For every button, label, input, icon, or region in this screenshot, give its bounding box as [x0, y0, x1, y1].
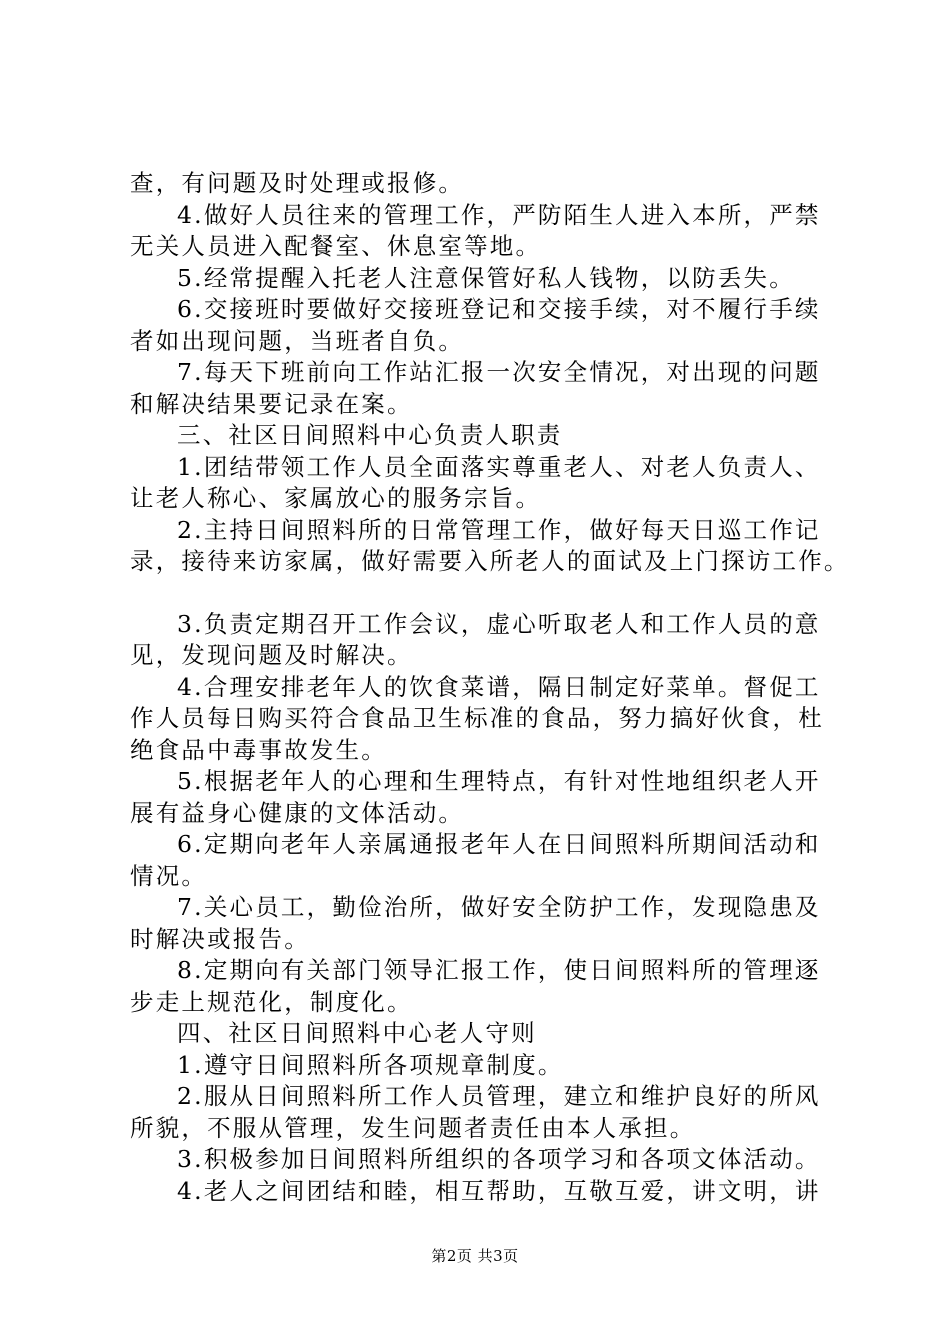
- text-line: 作人员每日购买符合食品卫生标准的食品，努力搞好伙食，杜: [130, 704, 824, 732]
- text-line: 展有益身心健康的文体活动。: [130, 798, 465, 827]
- text-line: 1.遵守日间照料所各项规章制度。: [177, 1050, 564, 1079]
- text-line: 情况。: [130, 861, 208, 890]
- page-footer: 第2页 共3页: [431, 1247, 519, 1265]
- text-line: 和解决结果要记录在案。: [130, 389, 413, 418]
- text-line: 让老人称心、家属放心的服务宗旨。: [130, 484, 542, 512]
- text-line: 7.每天下班前向工作站汇报一次安全情况，对出现的问题: [177, 358, 821, 386]
- text-line: 4.老人之间团结和睦，相互帮助，互敬互爱，讲文明，讲: [177, 1176, 821, 1205]
- text-line: 查，有问题及时处理或报修。: [130, 169, 465, 197]
- blank-line: [130, 578, 850, 609]
- text-line: 绝食品中毒事故发生。: [130, 735, 387, 764]
- text-line: 步走上规范化，制度化。: [130, 987, 413, 1016]
- text-line: 5.根据老年人的心理和生理特点，有针对性地组织老人开: [177, 767, 821, 795]
- text-line: 6.交接班时要做好交接班登记和交接手续，对不履行手续: [177, 295, 821, 323]
- text-line: 者如出现问题，当班者自负。: [130, 326, 465, 355]
- text-line: 4.做好人员往来的管理工作，严防陌生人进入本所，严禁: [177, 200, 821, 229]
- text-line: 2.服从日间照料所工作人员管理，建立和维护良好的所风: [177, 1082, 821, 1110]
- document-body: [130, 168, 850, 1207]
- text-line: 5.经常提醒入托老人注意保管好私人钱物，以防丢失。: [177, 263, 795, 292]
- text-line: 见，发现问题及时解决。: [130, 641, 413, 669]
- text-line: 录，接待来访家属，做好需要入所老人的面试及上门探访工作。: [130, 547, 850, 575]
- text-line: 4.合理安排老年人的饮食菜谱，隔日制定好菜单。督促工: [177, 672, 821, 701]
- text-line: 三、社区日间照料中心负责人职责: [177, 421, 563, 449]
- text-line: 8.定期向有关部门领导汇报工作，使日间照料所的管理逐: [177, 956, 821, 984]
- text-line: 6.定期向老年人亲属通报老年人在日间照料所期间活动和: [177, 830, 821, 858]
- text-line: 无关人员进入配餐室、休息室等地。: [130, 232, 542, 260]
- text-line: 2.主持日间照料所的日常管理工作，做好每天日巡工作记: [177, 515, 821, 544]
- text-line: 7.关心员工，勤俭治所，做好安全防护工作，发现隐患及: [177, 893, 821, 921]
- text-line: 3.积极参加日间照料所组织的各项学习和各项文体活动。: [177, 1145, 821, 1173]
- text-line: 3.负责定期召开工作会议，虚心听取老人和工作人员的意: [177, 609, 821, 638]
- text-line: 1.团结带领工作人员全面落实尊重老人、对老人负责人、: [177, 452, 821, 481]
- text-line: 时解决或报告。: [130, 924, 310, 953]
- text-line: 所貌，不服从管理，发生问题者责任由本人承担。: [130, 1113, 696, 1142]
- text-line: 四、社区日间照料中心老人守则: [177, 1019, 537, 1047]
